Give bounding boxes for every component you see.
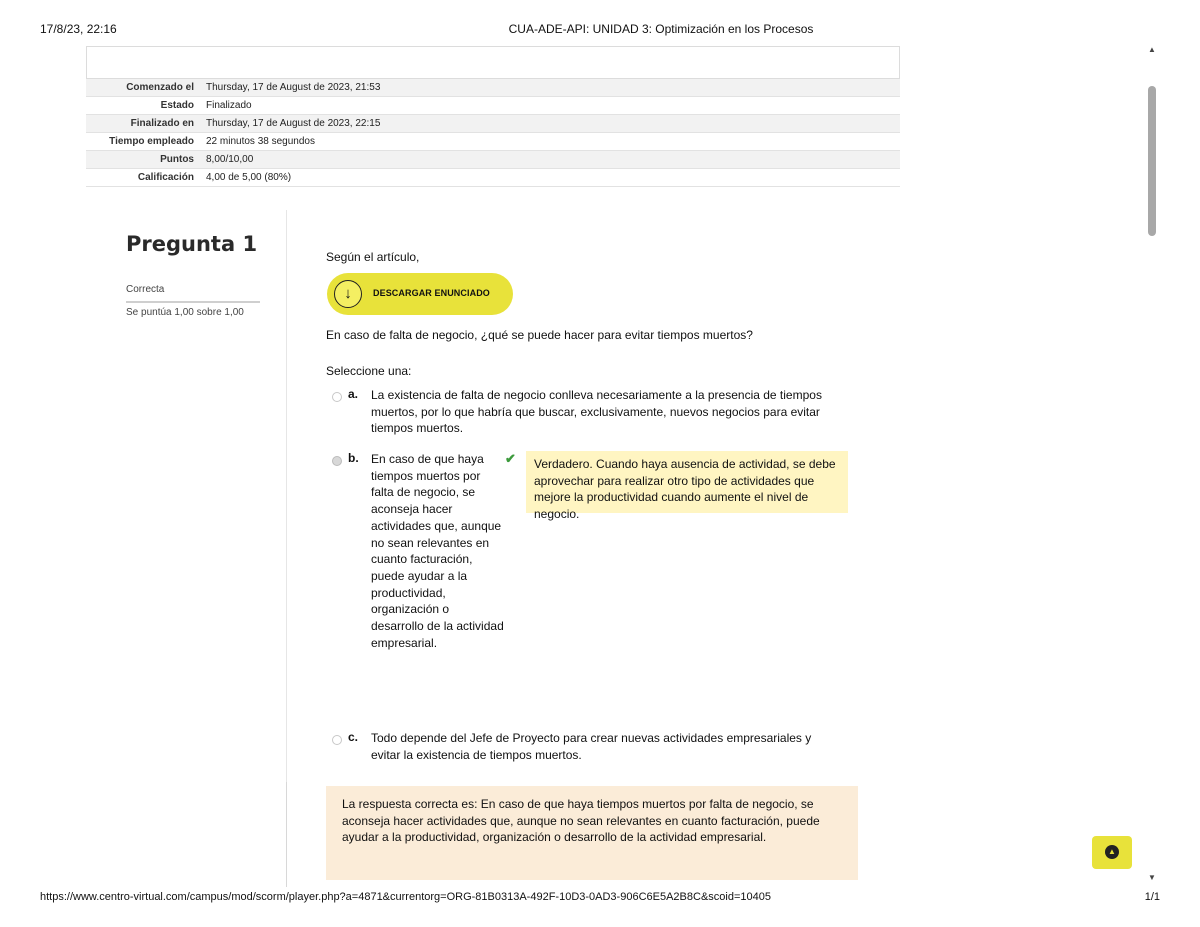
correct-answer-box: La respuesta correcta es: En caso de que haya tiempos muertos por falta de negocio, se aconseja hacer actividades que, aunque no sean relevantes en cuanto facturación, puede ayudar a la productividad, organización o desarrollo de la actividad empresarial. [326,786,858,880]
summary-value: 4,00 de 5,00 (80%) [200,169,900,187]
question-intro: Según el artículo, [326,250,420,264]
question-text: En caso de falta de negocio, ¿qué se puede hacer para evitar tiempos muertos? [326,328,753,342]
summary-value: 22 minutos 38 segundos [200,133,900,151]
summary-label: Puntos [86,151,200,169]
arrow-down-circle-icon: ↓ [334,280,362,308]
summary-label: Comenzado el [86,79,200,97]
summary-row [86,79,900,97]
option-b-letter: b. [348,451,359,465]
question-grade: Se puntúa 1,00 sobre 1,00 [126,307,244,318]
summary-value: 8,00/10,00 [200,151,900,169]
question-state: Correcta [126,284,260,303]
summary-row [86,115,900,133]
download-statement-button[interactable] [327,273,513,315]
answer-divider [286,782,287,887]
option-a-radio[interactable] [332,392,342,402]
back-to-top-button[interactable] [1092,836,1132,869]
question-content [286,210,900,887]
question-title: Pregunta 1 [126,232,258,256]
print-page-number: 1/1 [1144,891,1160,903]
option-a-letter: a. [348,387,359,401]
option-c-letter: c. [348,730,359,744]
download-button-label: DESCARGAR ENUNCIADO [373,288,490,298]
summary-label: Calificación [86,169,200,187]
vertical-scrollbar[interactable] [1144,40,1160,886]
summary-value: Finalizado [200,97,900,115]
question-card [86,210,900,887]
summary-label: Tiempo empleado [86,133,200,151]
print-date: 17/8/23, 22:16 [40,22,117,36]
scroll-thumb[interactable] [1148,86,1156,236]
option-feedback: Verdadero. Cuando haya ausencia de actividad, se debe aprovechar para realizar otro tipo de actividades que mejore la productividad cuando aumente el nivel de negocio. [526,451,848,513]
summary-value: Thursday, 17 de August de 2023, 22:15 [200,115,900,133]
option-b-radio[interactable] [332,456,342,466]
chevron-up-icon: ▲ [1105,845,1119,859]
option-a-text[interactable]: La existencia de falta de negocio conlleva necesariamente a la presencia de tiempos muertos, por lo que habría que buscar, exclusivamente, nuevos negocios para evitar tiempos muertos. [371,388,822,436]
attempt-summary-table [86,79,900,187]
summary-value: Thursday, 17 de August de 2023, 21:53 [200,79,900,97]
summary-label: Estado [86,97,200,115]
quiz-review-page [86,46,900,887]
summary-row [86,133,900,151]
option-b-text[interactable]: En caso de que haya tiempos muertos por falta de negocio, se aconseja hacer actividades que, aunque no sean relevantes en cuanto facturación, puede ayudar a la productividad, organización o desarrollo de la actividad empresarial. [371,452,504,650]
answer-prompt: Seleccione una: [326,364,412,378]
check-mark-icon: ✔ [505,451,516,466]
option-c-text[interactable]: Todo depende del Jefe de Proyecto para crear nuevas actividades empresariales y evitar la existencia de tiempos muertos. [371,731,812,762]
summary-label: Finalizado en [86,115,200,133]
scroll-down-arrow-icon[interactable]: ▼ [1148,873,1156,882]
summary-row [86,151,900,169]
question-info-panel [86,210,287,887]
top-navigation-box [86,46,900,79]
summary-row [86,169,900,187]
summary-row [86,97,900,115]
scroll-up-arrow-icon[interactable]: ▲ [1148,45,1156,54]
print-page-title: CUA-ADE-API: UNIDAD 3: Optimización en los Procesos [508,22,814,36]
option-c-radio[interactable] [332,735,342,745]
print-footer-url: https://www.centro-virtual.com/campus/mod/scorm/player.php?a=4871&currentorg=ORG-81B0313A-492F-10D3-0AD3-906C6E5A2B8C&scoid=10405 [40,891,771,903]
